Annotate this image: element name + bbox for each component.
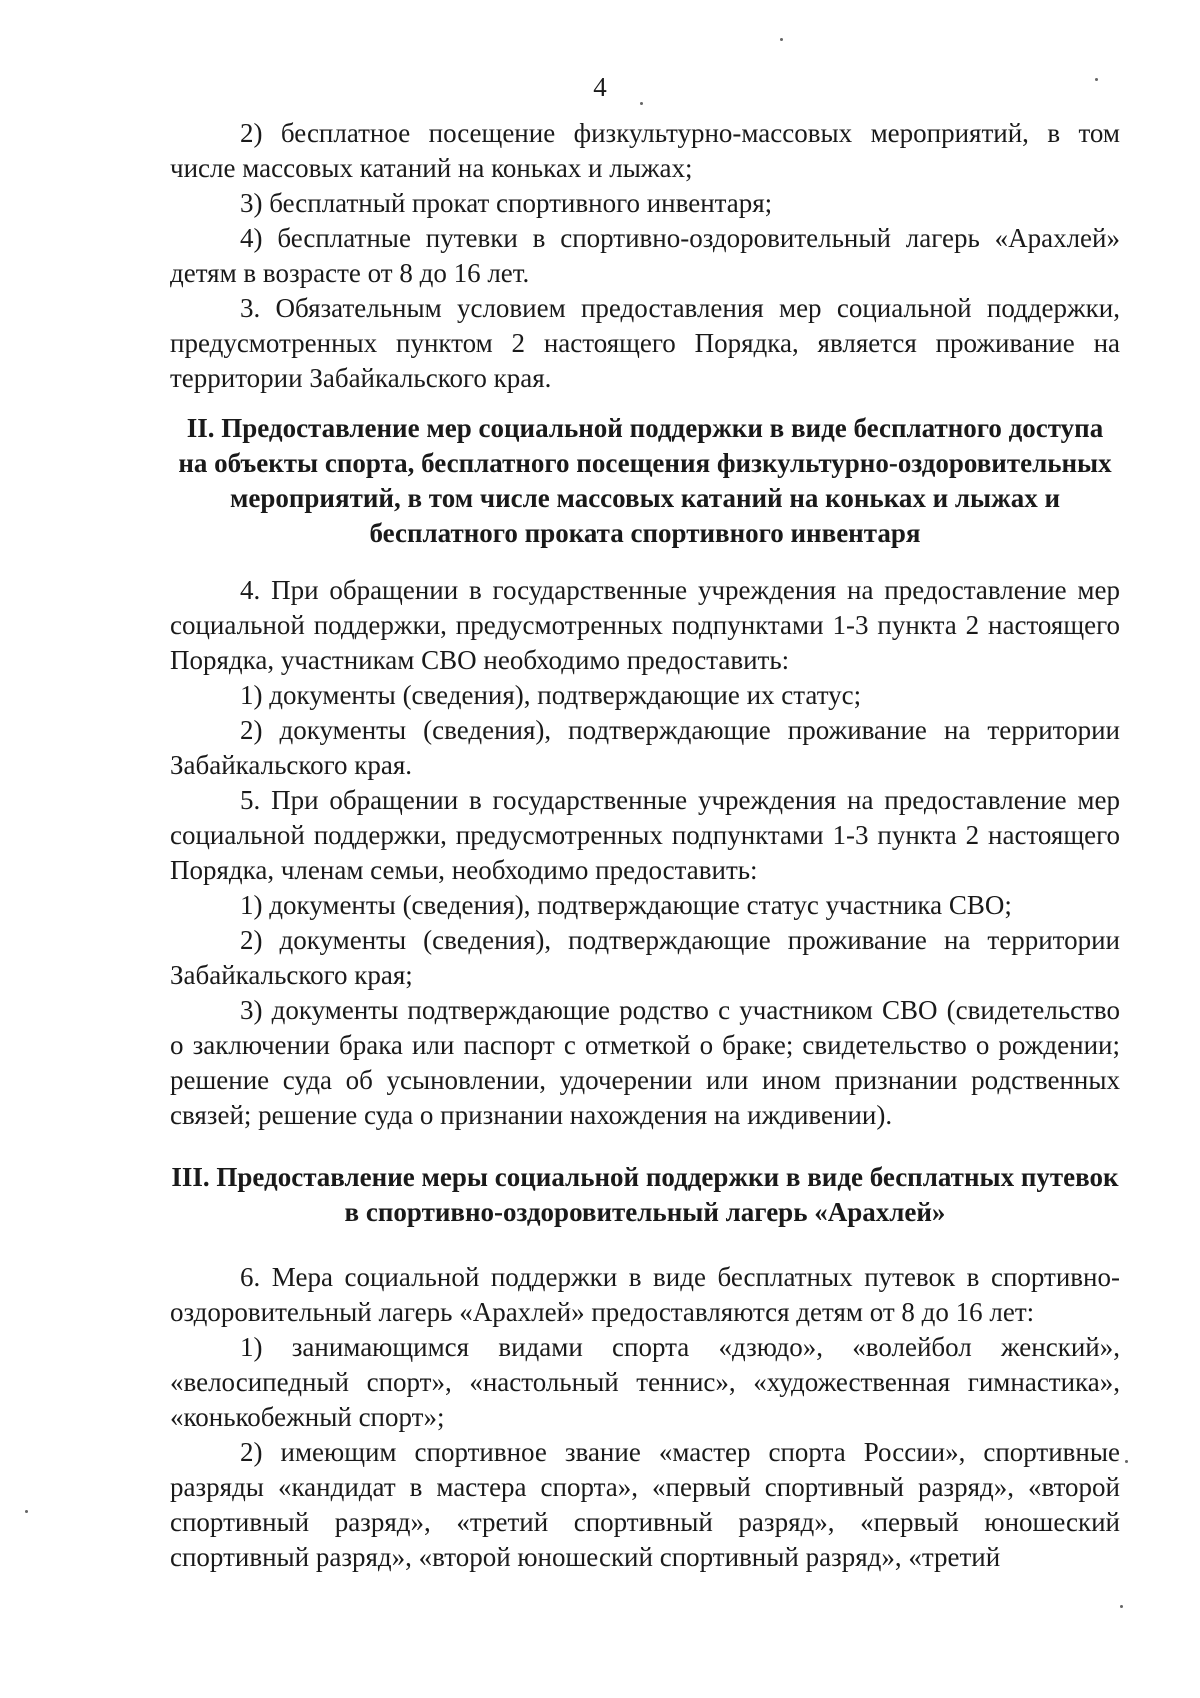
scan-speck <box>1125 1460 1128 1463</box>
paragraph: 3) документы подтверждающие родство с участником СВО (свидетельство о заключении брака или паспорт с отметкой о браке; свидетельство о рождении; решение суда об усыновлении, удочерении или ином признании родственных связей; решение суда о признании нахождения на иждивении). <box>170 995 1120 1130</box>
scan-speck <box>640 102 643 105</box>
section-2-body <box>170 573 1120 1133</box>
section-3-body <box>170 1260 1120 1575</box>
section-2-heading: II. Предоставление мер социальной поддержки в виде бесплатного доступа на объекты спорта, бесплатного посещения физкультурно-оздоровительных мероприятий, в том числе массовых катаний на коньках и лыжах и бесплатного проката спортивного инвентаря <box>178 413 1112 548</box>
section-2-heading-wrap <box>170 411 1120 551</box>
section-3-heading-wrap <box>170 1160 1120 1230</box>
intro-block <box>170 116 1120 396</box>
section-3-heading: III. Предоставление меры социальной поддержки в виде бесплатных путевок в спортивно-оздоровительный лагерь «Арахлей» <box>171 1162 1119 1227</box>
paragraph: 2) бесплатное посещение физкультурно-массовых мероприятий, в том числе массовых катаний на коньках и лыжах; <box>170 118 1120 183</box>
paragraph: 5. При обращении в государственные учреждения на предоставление мер социальной поддержки, предусмотренных подпунктами 1-3 пункта 2 настоящего Порядка, членам семьи, необходимо предоставить: <box>170 785 1120 885</box>
paragraph: 1) занимающимся видами спорта «дзюдо», «волейбол женский», «велосипедный спорт», «настольный теннис», «художественная гимнастика», «конькобежный спорт»; <box>170 1332 1120 1432</box>
paragraph: 3) бесплатный прокат спортивного инвентаря; <box>240 188 773 218</box>
paragraph: 2) документы (сведения), подтверждающие проживание на территории Забайкальского края. <box>170 715 1120 780</box>
page-number: 4 <box>593 72 607 102</box>
paragraph: 1) документы (сведения), подтверждающие статус участника СВО; <box>240 890 1012 920</box>
paragraph: 4) бесплатные путевки в спортивно-оздоровительный лагерь «Арахлей» детям в возрасте от 8 до 16 лет. <box>170 223 1120 288</box>
paragraph: 3. Обязательным условием предоставления мер социальной поддержки, предусмотренных пунктом 2 настоящего Порядка, является проживание на территории Забайкальского края. <box>170 293 1120 393</box>
paragraph: 2) имеющим спортивное звание «мастер спорта России», спортивные разряды «кандидат в мастера спорта», «первый спортивный разряд», «второй спортивный разряд», «третий спортивный разряд», «первый юношеский спортивный разряд», «второй юношеский спортивный разряд», «третий <box>170 1437 1120 1572</box>
paragraph: 4. При обращении в государственные учреждения на предоставление мер социальной поддержки, предусмотренных подпунктами 1-3 пункта 2 настоящего Порядка, участникам СВО необходимо предоставить: <box>170 575 1120 675</box>
paragraph: 6. Мера социальной поддержки в виде бесплатных путевок в спортивно-оздоровительный лагерь «Арахлей» предоставляются детям от 8 до 16 лет: <box>170 1262 1120 1327</box>
scan-speck <box>1120 1605 1123 1608</box>
scan-speck <box>1095 78 1098 81</box>
paragraph: 1) документы (сведения), подтверждающие их статус; <box>240 680 862 710</box>
scan-speck <box>25 1510 28 1513</box>
scan-speck <box>780 38 783 41</box>
paragraph: 2) документы (сведения), подтверждающие проживание на территории Забайкальского края; <box>170 925 1120 990</box>
